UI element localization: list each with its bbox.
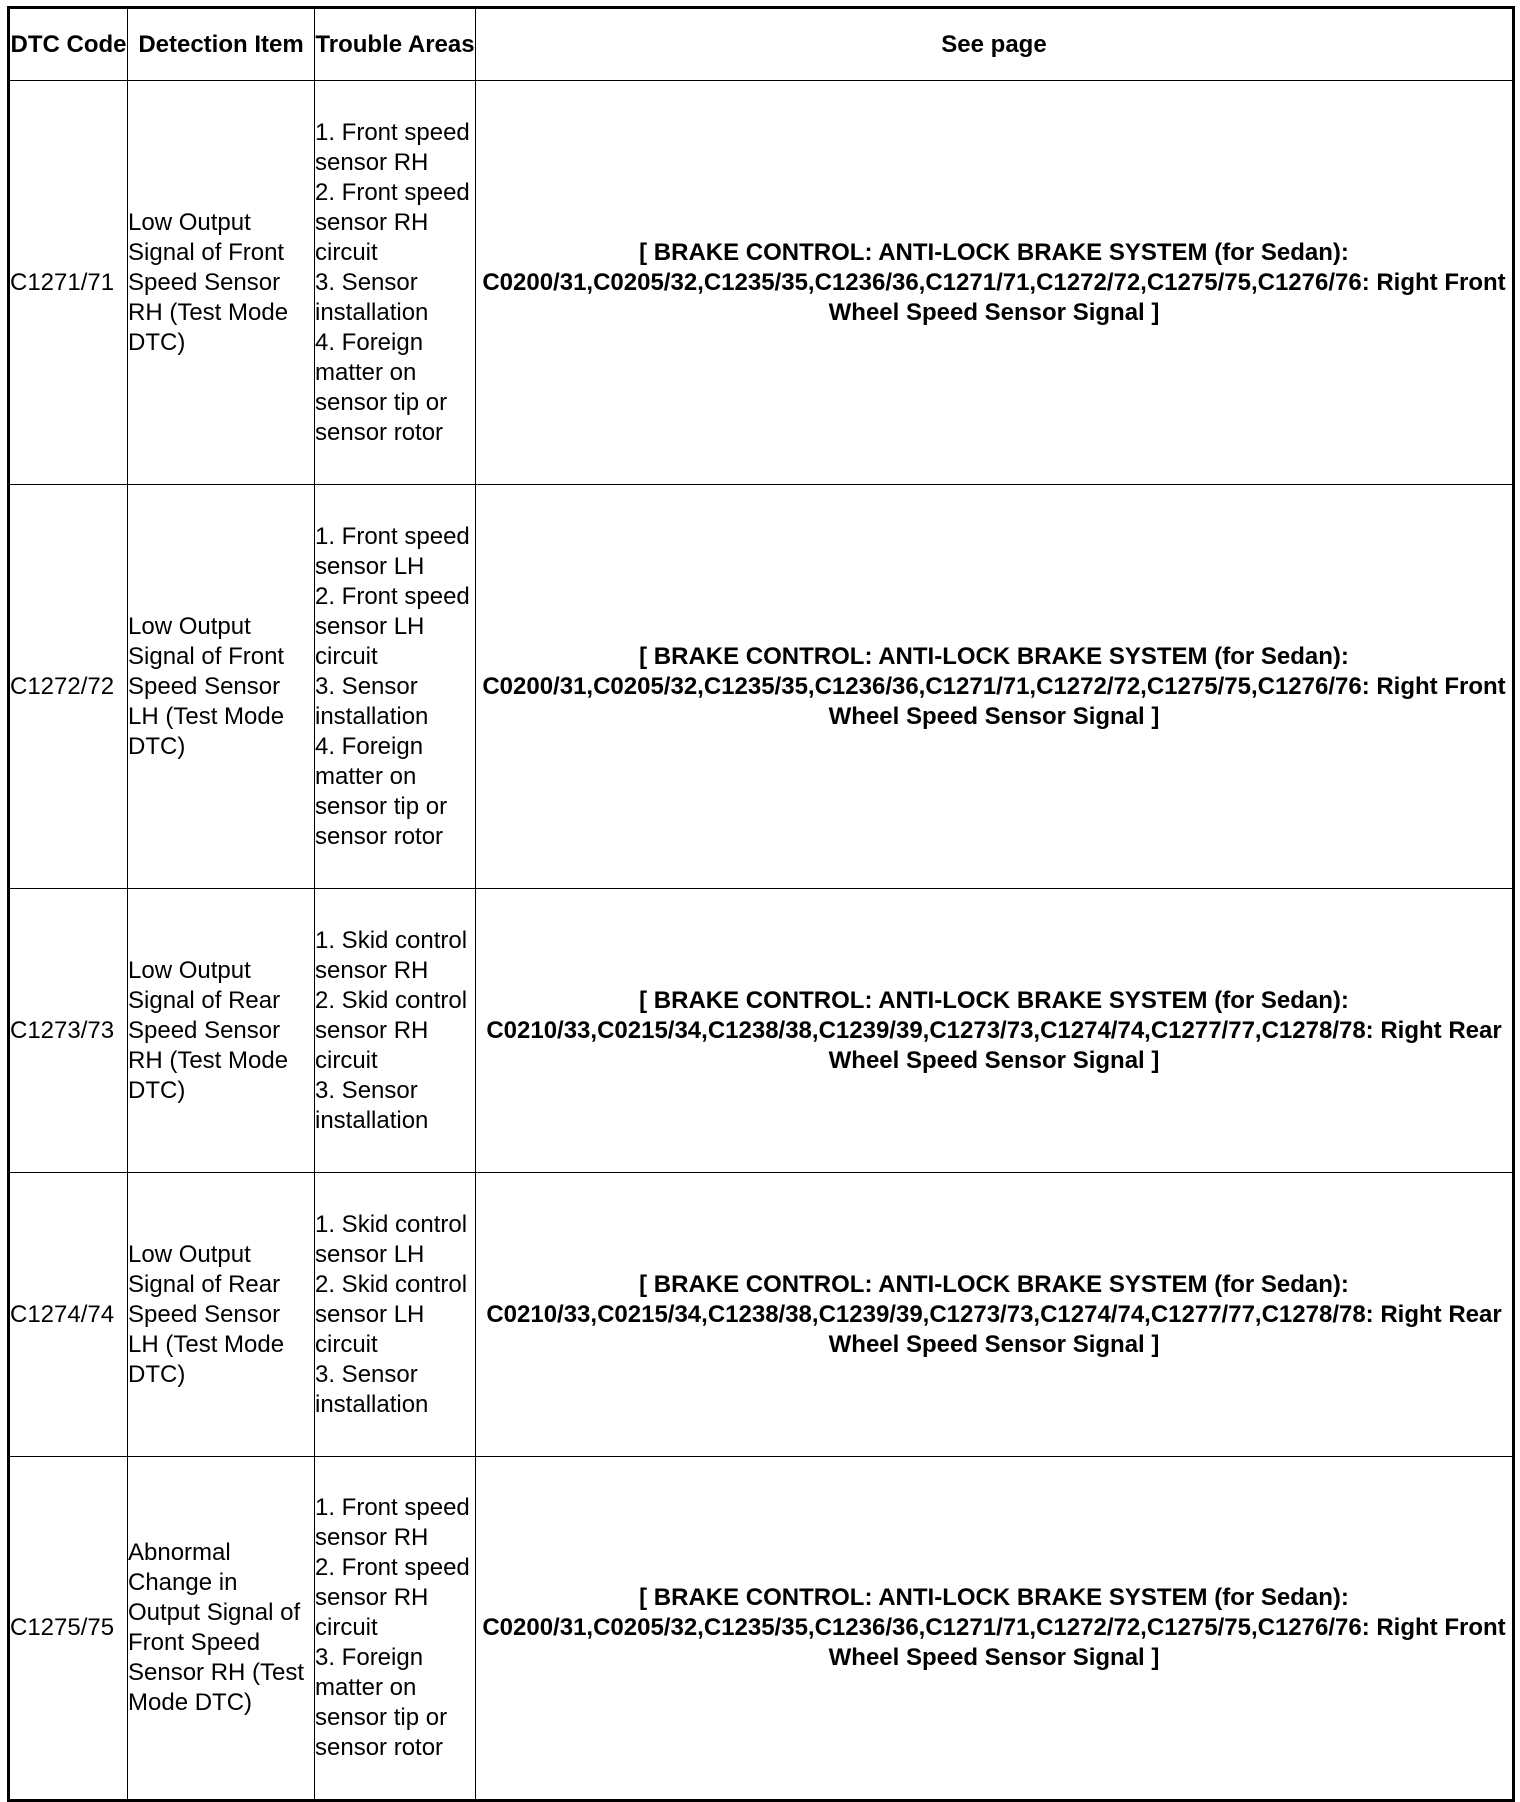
detection-item-cell: Abnormal Change in Output Signal of Front Speed Sensor RH (Test Mode DTC) [128, 1457, 315, 1801]
detection-item-cell: Low Output Signal of Rear Speed Sensor RH (Test Mode DTC) [128, 889, 315, 1173]
trouble-area-item: 1. Skid control sensor RH [315, 926, 468, 984]
trouble-area-item: 1. Front speed sensor RH [315, 118, 470, 176]
trouble-area-item: 3. Sensor installation [315, 672, 429, 730]
header-see-page: See page [476, 8, 1514, 81]
trouble-areas-cell [315, 485, 476, 889]
table-row [9, 1173, 1514, 1457]
trouble-area-item: 2. Front speed sensor RH circuit [315, 1554, 470, 1641]
dtc-code-cell: C1275/75 [9, 1457, 128, 1801]
detection-item-cell: Low Output Signal of Front Speed Sensor LH (Test Mode DTC) [128, 485, 315, 889]
trouble-area-item: 2. Skid control sensor LH circuit [315, 1270, 468, 1358]
trouble-area-item: 3. Sensor installation [315, 1076, 429, 1134]
dtc-code-cell: C1274/74 [9, 1173, 128, 1457]
see-page-link[interactable]: [ BRAKE CONTROL: ANTI-LOCK BRAKE SYSTEM (for Sedan): C0200/31,C0205/32,C1235/35,C1236/36,C1271/71,C1272/72,C1275/75,C1276/76: Right Front Wheel Speed Sensor Signal ] [476, 485, 1514, 889]
see-page-link[interactable]: [ BRAKE CONTROL: ANTI-LOCK BRAKE SYSTEM (for Sedan): C0200/31,C0205/32,C1235/35,C1236/36,C1271/71,C1272/72,C1275/75,C1276/76: Right Front Wheel Speed Sensor Signal ] [476, 1457, 1514, 1801]
trouble-area-item: 1. Skid control sensor LH [315, 1210, 468, 1268]
trouble-area-item: 1. Front speed sensor LH [315, 522, 470, 580]
trouble-area-item: 4. Foreign matter on sensor tip or sensor rotor [315, 732, 448, 850]
trouble-areas-cell [315, 1173, 476, 1457]
trouble-area-item: 2. Skid control sensor RH circuit [315, 986, 468, 1074]
detection-item-cell: Low Output Signal of Front Speed Sensor RH (Test Mode DTC) [128, 81, 315, 485]
trouble-area-item: 2. Front speed sensor LH circuit [315, 582, 470, 670]
detection-item-cell: Low Output Signal of Rear Speed Sensor LH (Test Mode DTC) [128, 1173, 315, 1457]
table-row [9, 889, 1514, 1173]
trouble-area-item: 3. Sensor installation [315, 268, 429, 326]
header-dtc-code: DTC Code [9, 8, 128, 81]
dtc-code-cell: C1272/72 [9, 485, 128, 889]
see-page-link[interactable]: [ BRAKE CONTROL: ANTI-LOCK BRAKE SYSTEM (for Sedan): C0210/33,C0215/34,C1238/38,C1239/39,C1273/73,C1274/74,C1277/77,C1278/78: Right Rear Wheel Speed Sensor Signal ] [476, 1173, 1514, 1457]
trouble-area-item: 3. Sensor installation [315, 1360, 429, 1418]
table-row [9, 485, 1514, 889]
trouble-area-item: 2. Front speed sensor RH circuit [315, 178, 470, 266]
header-trouble-areas: Trouble Areas [315, 8, 476, 81]
table-row [9, 1457, 1514, 1801]
table-row [9, 81, 1514, 485]
dtc-table [7, 6, 1515, 1802]
trouble-area-item: 1. Front speed sensor RH [315, 1494, 470, 1551]
trouble-areas-cell [315, 81, 476, 485]
header-row [9, 8, 1514, 81]
trouble-areas-cell [315, 1457, 476, 1801]
trouble-areas-cell [315, 889, 476, 1173]
trouble-area-item: 4. Foreign matter on sensor tip or sensor rotor [315, 328, 448, 446]
trouble-area-item: 3. Foreign matter on sensor tip or sensor rotor [315, 1644, 448, 1761]
dtc-code-cell: C1271/71 [9, 81, 128, 485]
header-detection-item: Detection Item [128, 8, 315, 81]
see-page-link[interactable]: [ BRAKE CONTROL: ANTI-LOCK BRAKE SYSTEM (for Sedan): C0200/31,C0205/32,C1235/35,C1236/36,C1271/71,C1272/72,C1275/75,C1276/76: Right Front Wheel Speed Sensor Signal ] [476, 81, 1514, 485]
see-page-link[interactable]: [ BRAKE CONTROL: ANTI-LOCK BRAKE SYSTEM (for Sedan): C0210/33,C0215/34,C1238/38,C1239/39,C1273/73,C1274/74,C1277/77,C1278/78: Right Rear Wheel Speed Sensor Signal ] [476, 889, 1514, 1173]
dtc-code-cell: C1273/73 [9, 889, 128, 1173]
